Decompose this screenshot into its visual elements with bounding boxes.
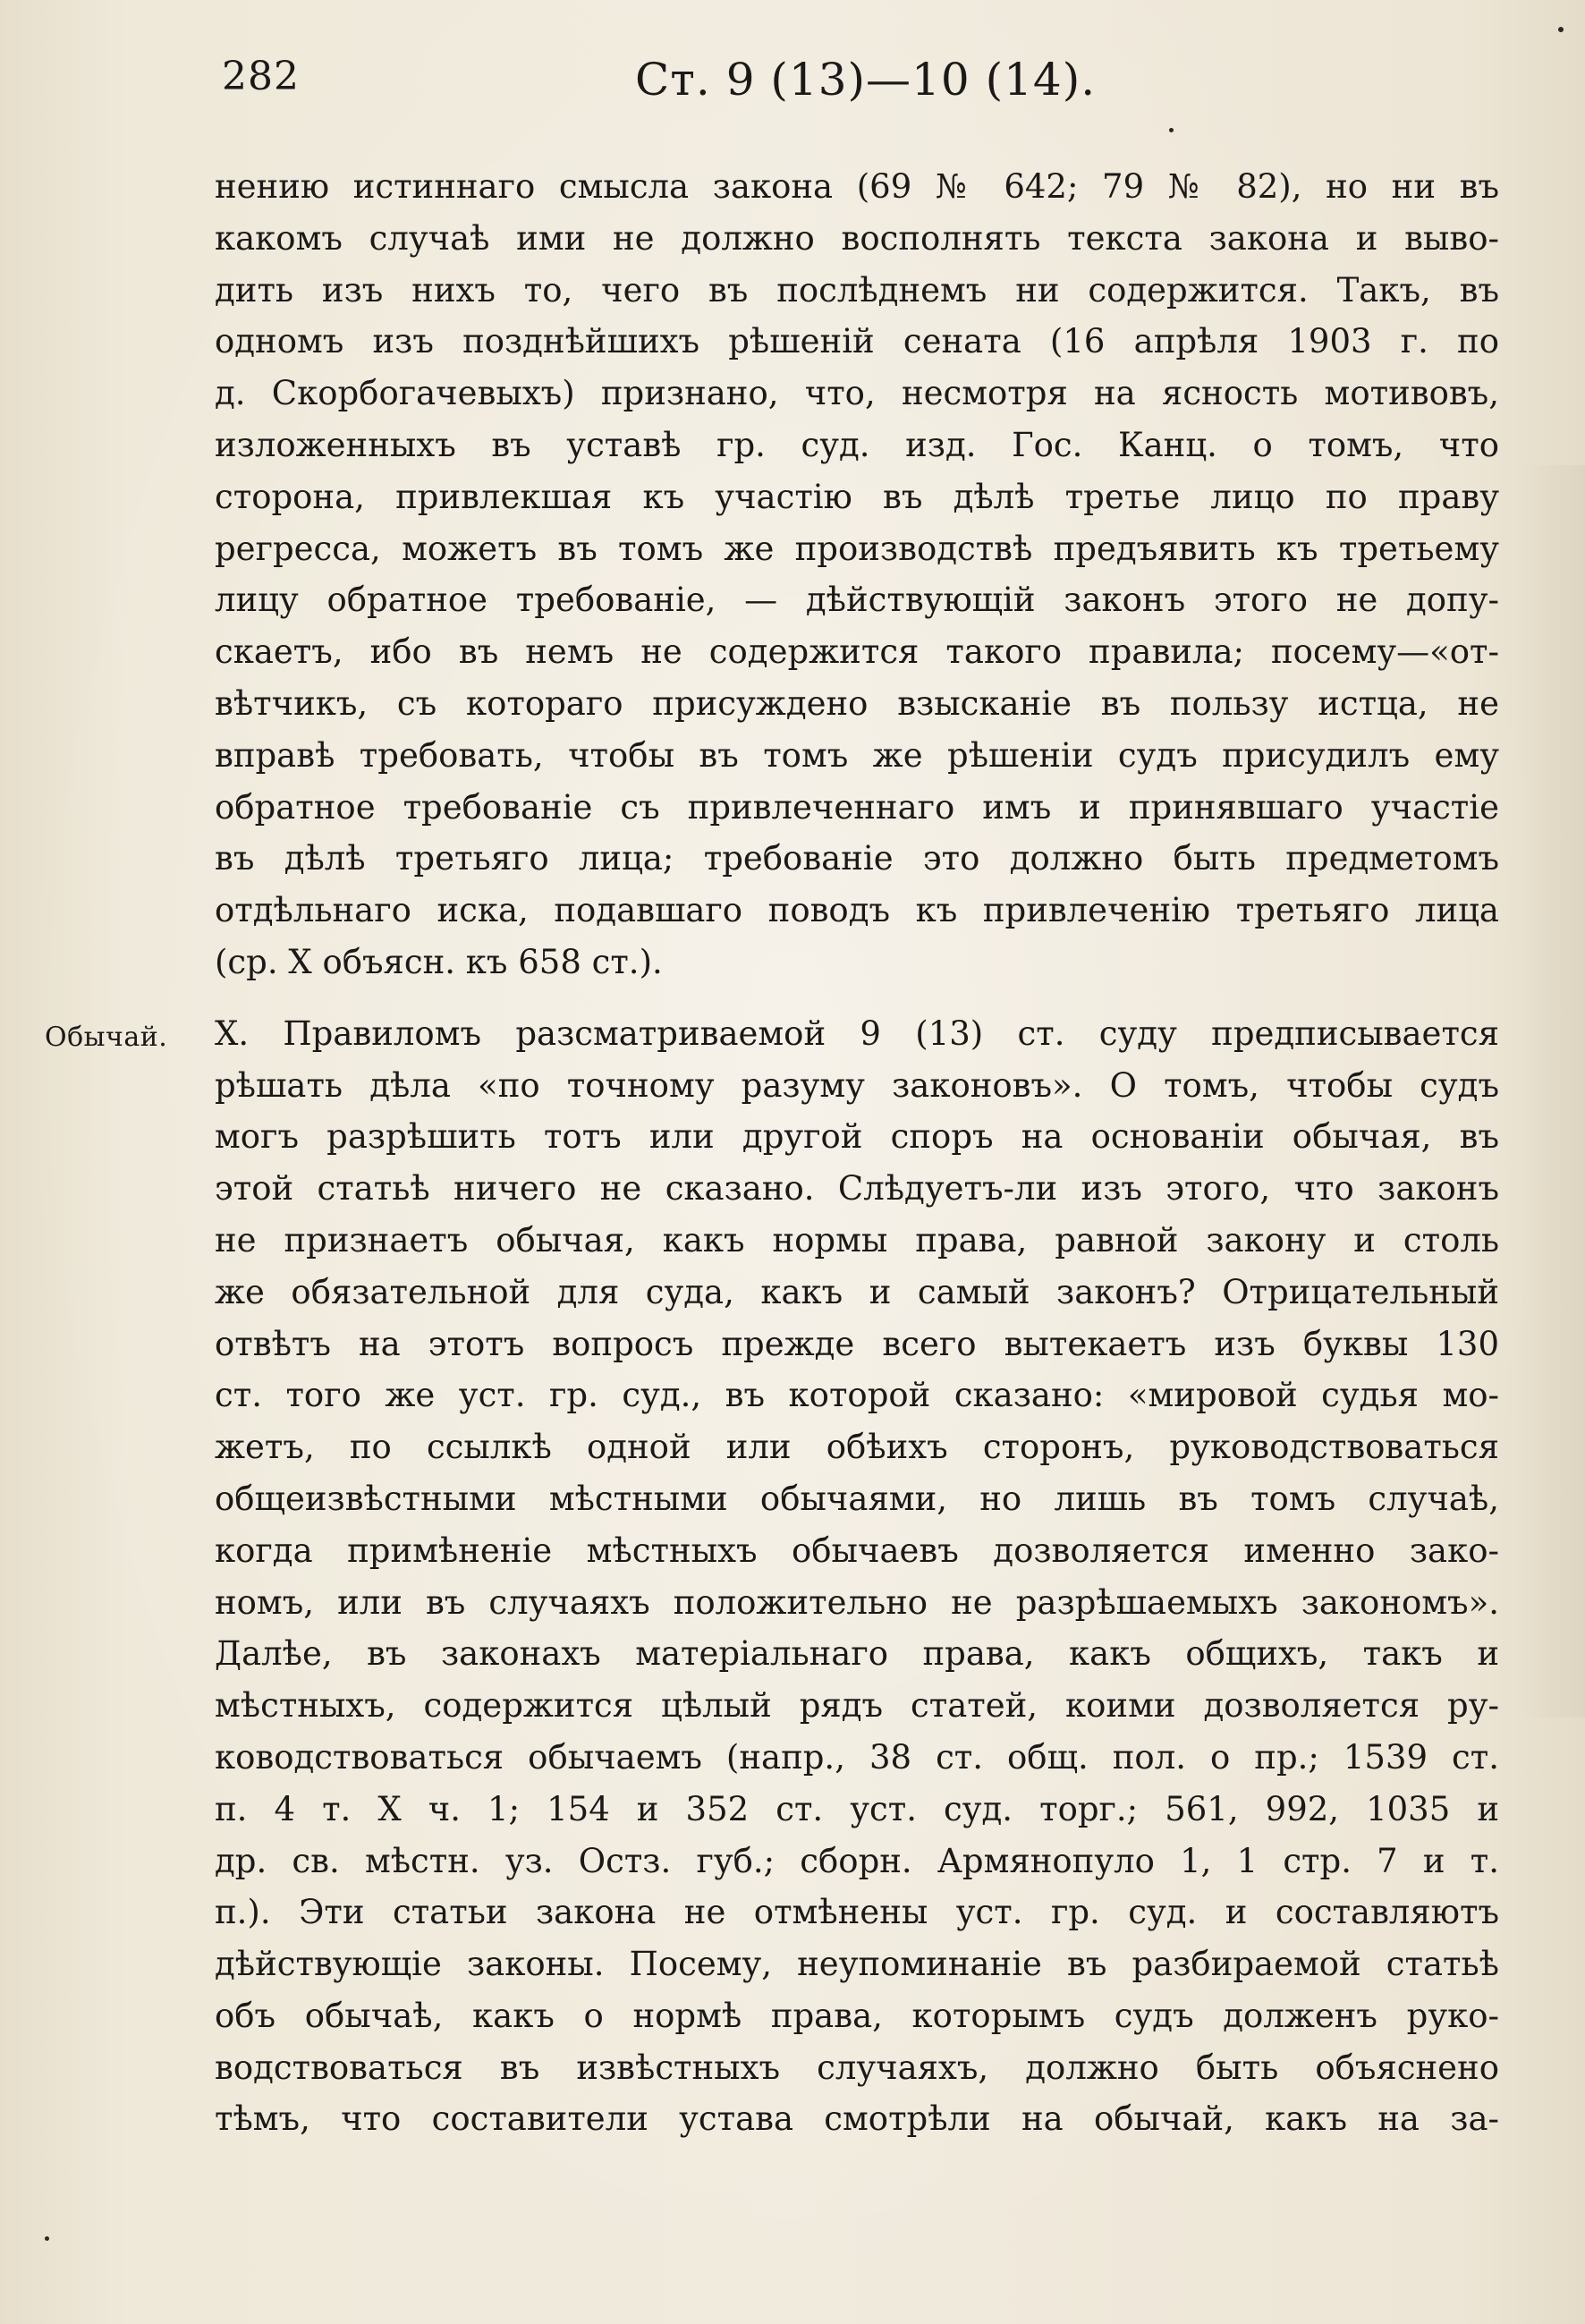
- text-line: п. 4 т. X ч. 1; 154 и 352 ст. уст. суд. торг.; 561, 992, 1035 и: [215, 1789, 1499, 1828]
- text-line: дить изъ нихъ то, чего въ послѣднемъ ни содержится. Такъ, въ: [215, 270, 1499, 310]
- text-line: регресса, можетъ въ томъ же производствѣ предъявить къ третьему: [215, 529, 1499, 568]
- text-line: сторона, привлекшая къ участію въ дѣлѣ третье лицо по праву: [215, 477, 1499, 516]
- body-text: [215, 161, 1499, 2145]
- text-line: объ обычаѣ, какъ о нормѣ права, которымъ судъ долженъ руко-: [215, 1996, 1499, 2035]
- text-line: когда примѣненіе мѣстныхъ обычаевъ дозволяется именно зако-: [215, 1531, 1499, 1570]
- text-line: отвѣтъ на этотъ вопросъ прежде всего вытекаетъ изъ буквы 130: [215, 1324, 1499, 1363]
- text-line: рѣшать дѣла «по точному разуму законовъ». О томъ, чтобы судъ: [215, 1065, 1499, 1105]
- text-line: вправѣ требовать, чтобы въ томъ же рѣшеніи судъ присудилъ ему: [215, 735, 1499, 775]
- text-line: одномъ изъ позднѣйшихъ рѣшеній сената (16 апрѣля 1903 г. по: [215, 322, 1499, 361]
- margin-note: Обычай.: [45, 1022, 168, 1053]
- running-head: Ст. 9 (13)—10 (14).: [635, 54, 1097, 106]
- paragraph-gap: [215, 988, 1499, 1008]
- text-line: какомъ случаѣ ими не должно восполнять текста закона и выво-: [215, 218, 1499, 258]
- text-line: этой статьѣ ничего не сказано. Слѣдуетъ-ли изъ этого, что законъ: [215, 1169, 1499, 1209]
- text-line: Далѣе, въ законахъ матеріальнаго права, какъ общихъ, такъ и: [215, 1634, 1499, 1674]
- paragraph-2: [215, 1008, 1499, 2146]
- text-line: дѣйствующіе законы. Посему, неупоминаніе въ разбираемой статьѣ: [215, 1945, 1499, 1984]
- page-number: 282: [222, 54, 300, 99]
- ink-speck: [45, 2236, 49, 2241]
- text-line: номъ, или въ случаяхъ положительно не разрѣшаемыхъ закономъ».: [215, 1582, 1499, 1622]
- text-line: мѣстныхъ, содержится цѣлый рядъ статей, коими дозволяется ру-: [215, 1686, 1499, 1726]
- ink-speck: [1558, 27, 1564, 32]
- text-line: лицу обратное требованіе, — дѣйствующій законъ этого не допу-: [215, 581, 1499, 620]
- text-line: др. св. мѣстн. уз. Остз. губ.; сборн. Армянопуло 1, 1 стр. 7 и т.: [215, 1841, 1499, 1880]
- text-line: тѣмъ, что составители устава смотрѣли на обычай, какъ на за-: [215, 2099, 1499, 2139]
- text-line: могъ разрѣшить тотъ или другой споръ на основаніи обычая, въ: [215, 1117, 1499, 1157]
- text-line: д. Скорбогачевыхъ) признано, что, несмотря на ясность мотивовъ,: [215, 374, 1499, 413]
- text-line: водствоваться въ извѣстныхъ случаяхъ, должно быть объяснено: [215, 2048, 1499, 2087]
- text-line: изложенныхъ въ уставѣ гр. суд. изд. Гос. Канц. о томъ, что: [215, 425, 1499, 464]
- text-line: же обязательной для суда, какъ и самый законъ? Отрицательный: [215, 1272, 1499, 1311]
- text-line: вѣтчикъ, съ котораго присуждено взысканіе въ пользу истца, не: [215, 683, 1499, 723]
- text-line: обратное требованіе съ привлеченнаго имъ и принявшаго участіе: [215, 787, 1499, 827]
- text-line: общеизвѣстными мѣстными обычаями, но лишь въ томъ случаѣ,: [215, 1479, 1499, 1518]
- text-line: ст. того же уст. гр. суд., въ которой сказано: «мировой судья мо-: [215, 1376, 1499, 1415]
- text-line: (ср. X объясн. къ 658 ст.).: [215, 942, 663, 981]
- text-line: X. Правиломъ разсматриваемой 9 (13) ст. суду предписывается: [215, 1014, 1499, 1053]
- text-line: жетъ, по ссылкѣ одной или обѣихъ сторонъ, руководствоваться: [215, 1428, 1499, 1467]
- paragraph-1: [215, 161, 1499, 988]
- page-edge-shadow: [1522, 465, 1585, 1718]
- text-line: ководствоваться обычаемъ (напр., 38 ст. общ. пол. о пр.; 1539 ст.: [215, 1737, 1499, 1777]
- text-line: скаетъ, ибо въ немъ не содержится такого правила; посему—«от-: [215, 632, 1499, 672]
- text-line: нению истиннаго смысла закона (69 № 642; 79 № 82), но ни въ: [215, 167, 1499, 206]
- page-header: [0, 54, 1585, 125]
- text-line: п.). Эти статьи закона не отмѣнены уст. гр. суд. и составляютъ: [215, 1893, 1499, 1932]
- text-line: не признаетъ обычая, какъ нормы права, равной закону и столь: [215, 1220, 1499, 1260]
- ink-speck: [1169, 128, 1174, 132]
- text-line: въ дѣлѣ третьяго лица; требованіе это должно быть предметомъ: [215, 839, 1499, 878]
- text-line: отдѣльнаго иска, подавшаго поводъ къ привлеченію третьяго лица: [215, 891, 1499, 930]
